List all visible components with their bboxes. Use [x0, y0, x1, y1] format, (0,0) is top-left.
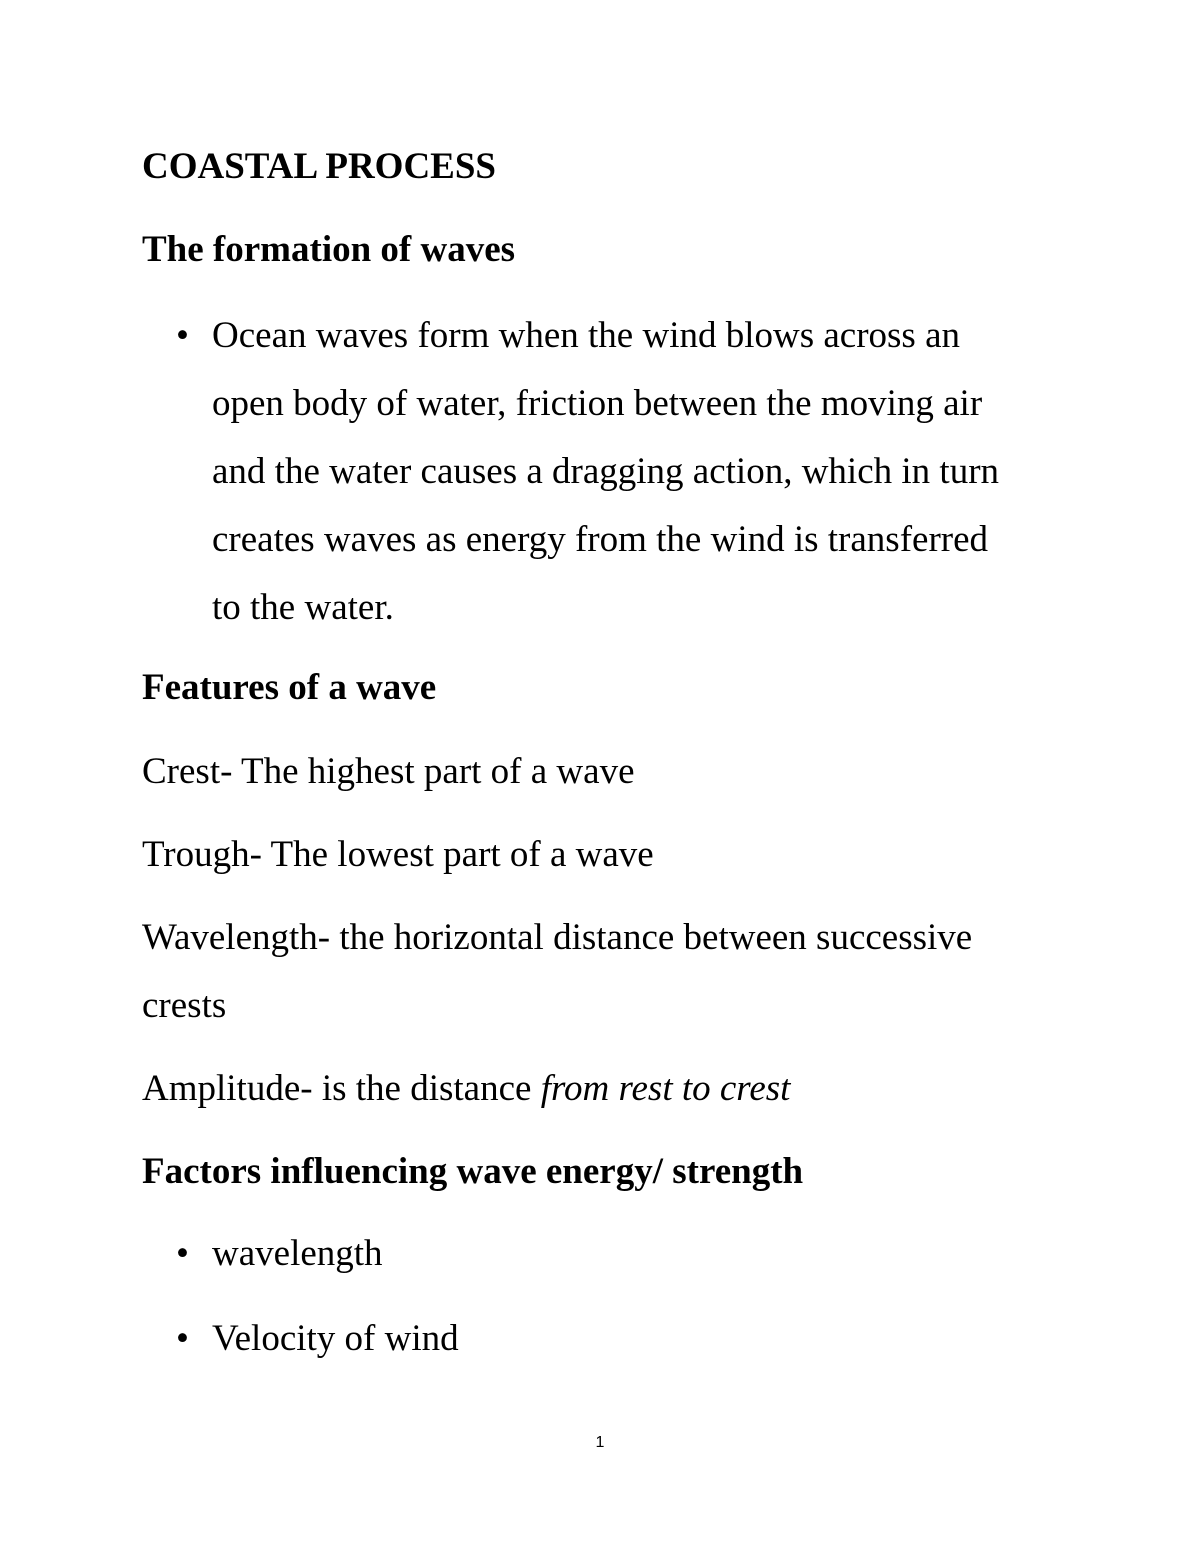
heading-formation-of-waves: The formation of waves	[142, 229, 516, 270]
paragraph-line: to the water.	[212, 587, 394, 628]
heading-factors-influencing-wave-energy: Factors influencing wave energy/ strength	[142, 1151, 804, 1192]
definition-wavelength-continued: crests	[142, 985, 227, 1026]
list-item-label: wavelength	[212, 1233, 383, 1274]
formation-bullet-list	[176, 302, 1056, 642]
bullet-icon: •	[176, 1233, 189, 1274]
document-title: COASTAL PROCESS	[142, 146, 496, 187]
definition-wavelength: Wavelength- the horizontal distance between successive	[142, 917, 973, 958]
list-item	[176, 1317, 459, 1361]
definition-amplitude	[142, 1067, 790, 1111]
list-item	[176, 1232, 383, 1276]
paragraph-line: and the water causes a dragging action, which in turn	[212, 451, 1000, 492]
bullet-icon: •	[176, 1318, 189, 1359]
list-item	[176, 302, 1056, 642]
page-number: 1	[595, 1434, 605, 1451]
amplitude-emphasis: from rest to crest	[540, 1068, 791, 1109]
factors-bullet-list	[176, 1232, 383, 1276]
definition-crest: Crest- The highest part of a wave	[142, 751, 635, 792]
definition-trough: Trough- The lowest part of a wave	[142, 834, 654, 875]
paragraph-line: open body of water, friction between the moving air	[212, 383, 983, 424]
bullet-icon: •	[176, 315, 189, 356]
amplitude-text: Amplitude- is the distance	[142, 1068, 541, 1109]
paragraph-line: Ocean waves form when the wind blows across an	[212, 315, 961, 356]
paragraph-line: creates waves as energy from the wind is transferred	[212, 519, 989, 560]
heading-features-of-a-wave: Features of a wave	[142, 667, 437, 708]
factors-bullet-list-continued	[176, 1317, 459, 1361]
list-item-label: Velocity of wind	[212, 1318, 459, 1359]
